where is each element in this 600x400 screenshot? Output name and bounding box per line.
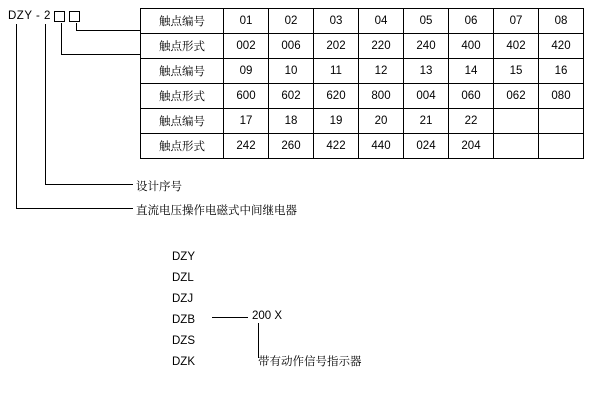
table-cell: 20 <box>359 109 404 134</box>
table-cell: 006 <box>269 34 314 59</box>
table-cell: 19 <box>314 109 359 134</box>
table-cell: 600 <box>224 84 269 109</box>
table-cell <box>494 109 539 134</box>
table-cell: 12 <box>359 59 404 84</box>
code-box-1 <box>54 11 65 22</box>
table-cell: 440 <box>359 134 404 159</box>
indicator-note-label: 带有动作信号指示器 <box>258 356 362 368</box>
table-cell: 402 <box>494 34 539 59</box>
series-item: DZK <box>172 356 195 368</box>
series-item: DZL <box>172 272 194 284</box>
leader-line-box2-vertical <box>76 23 77 30</box>
table-cell: 17 <box>224 109 269 134</box>
table-cell: 09 <box>224 59 269 84</box>
table-row <box>141 134 584 159</box>
table-cell: 11 <box>314 59 359 84</box>
row-header: 触点形式 <box>141 134 224 159</box>
table-cell: 220 <box>359 34 404 59</box>
leader-line-design-vertical <box>45 24 46 184</box>
table-cell: 03 <box>314 9 359 34</box>
leader-line-design-horizontal <box>45 184 133 185</box>
table-cell: 004 <box>404 84 449 109</box>
leader-line-relay-vertical <box>16 24 17 208</box>
series-item: DZS <box>172 335 195 347</box>
series-item: DZJ <box>172 293 194 305</box>
table-row <box>141 84 584 109</box>
table-cell: 422 <box>314 134 359 159</box>
table-row <box>141 34 584 59</box>
table-cell: 242 <box>224 134 269 159</box>
series-list <box>172 247 195 373</box>
table-row <box>141 109 584 134</box>
series-dash-connector <box>212 317 248 318</box>
table-cell: 18 <box>269 109 314 134</box>
table-cell: 204 <box>449 134 494 159</box>
table-cell: 06 <box>449 9 494 34</box>
table-cell: 14 <box>449 59 494 84</box>
table-row <box>141 59 584 84</box>
table-cell: 602 <box>269 84 314 109</box>
caption-design-serial: 设计序号 <box>136 181 182 193</box>
table-cell: 16 <box>539 59 584 84</box>
series-suffix-label: 200 X <box>252 310 283 322</box>
table-cell: 002 <box>224 34 269 59</box>
table-cell: 240 <box>404 34 449 59</box>
table-cell: 260 <box>269 134 314 159</box>
row-header: 触点编号 <box>141 109 224 134</box>
table-cell: 080 <box>539 84 584 109</box>
table-cell: 04 <box>359 9 404 34</box>
series-item: DZB <box>172 314 195 326</box>
table-cell: 800 <box>359 84 404 109</box>
table-cell: 024 <box>404 134 449 159</box>
table-cell: 202 <box>314 34 359 59</box>
table-cell: 02 <box>269 9 314 34</box>
table-cell <box>494 134 539 159</box>
model-code-boxes <box>54 11 80 22</box>
contact-table-wrap <box>140 8 584 159</box>
table-cell: 062 <box>494 84 539 109</box>
table-cell: 620 <box>314 84 359 109</box>
contact-table <box>140 8 584 159</box>
table-cell: 21 <box>404 109 449 134</box>
table-cell: 420 <box>539 34 584 59</box>
row-header: 触点形式 <box>141 84 224 109</box>
leader-line-box1-vertical <box>61 23 62 54</box>
table-cell: 13 <box>404 59 449 84</box>
row-header: 触点编号 <box>141 59 224 84</box>
table-cell: 10 <box>269 59 314 84</box>
caption-relay-description: 直流电压操作电磁式中间继电器 <box>136 205 297 217</box>
row-header: 触点形式 <box>141 34 224 59</box>
table-cell: 05 <box>404 9 449 34</box>
leader-line-relay-horizontal <box>16 208 133 209</box>
table-cell: 22 <box>449 109 494 134</box>
series-item: DZY <box>172 251 195 263</box>
leader-line-box1-horizontal <box>61 54 140 55</box>
model-code-label: DZY - 2 <box>8 10 51 22</box>
table-cell: 15 <box>494 59 539 84</box>
table-row <box>141 9 584 34</box>
table-cell: 060 <box>449 84 494 109</box>
code-box-2 <box>69 11 80 22</box>
table-cell: 07 <box>494 9 539 34</box>
table-cell: 08 <box>539 9 584 34</box>
row-header: 触点编号 <box>141 9 224 34</box>
table-cell: 400 <box>449 34 494 59</box>
table-cell <box>539 134 584 159</box>
table-cell <box>539 109 584 134</box>
leader-line-box2-horizontal <box>76 30 140 31</box>
table-cell: 01 <box>224 9 269 34</box>
